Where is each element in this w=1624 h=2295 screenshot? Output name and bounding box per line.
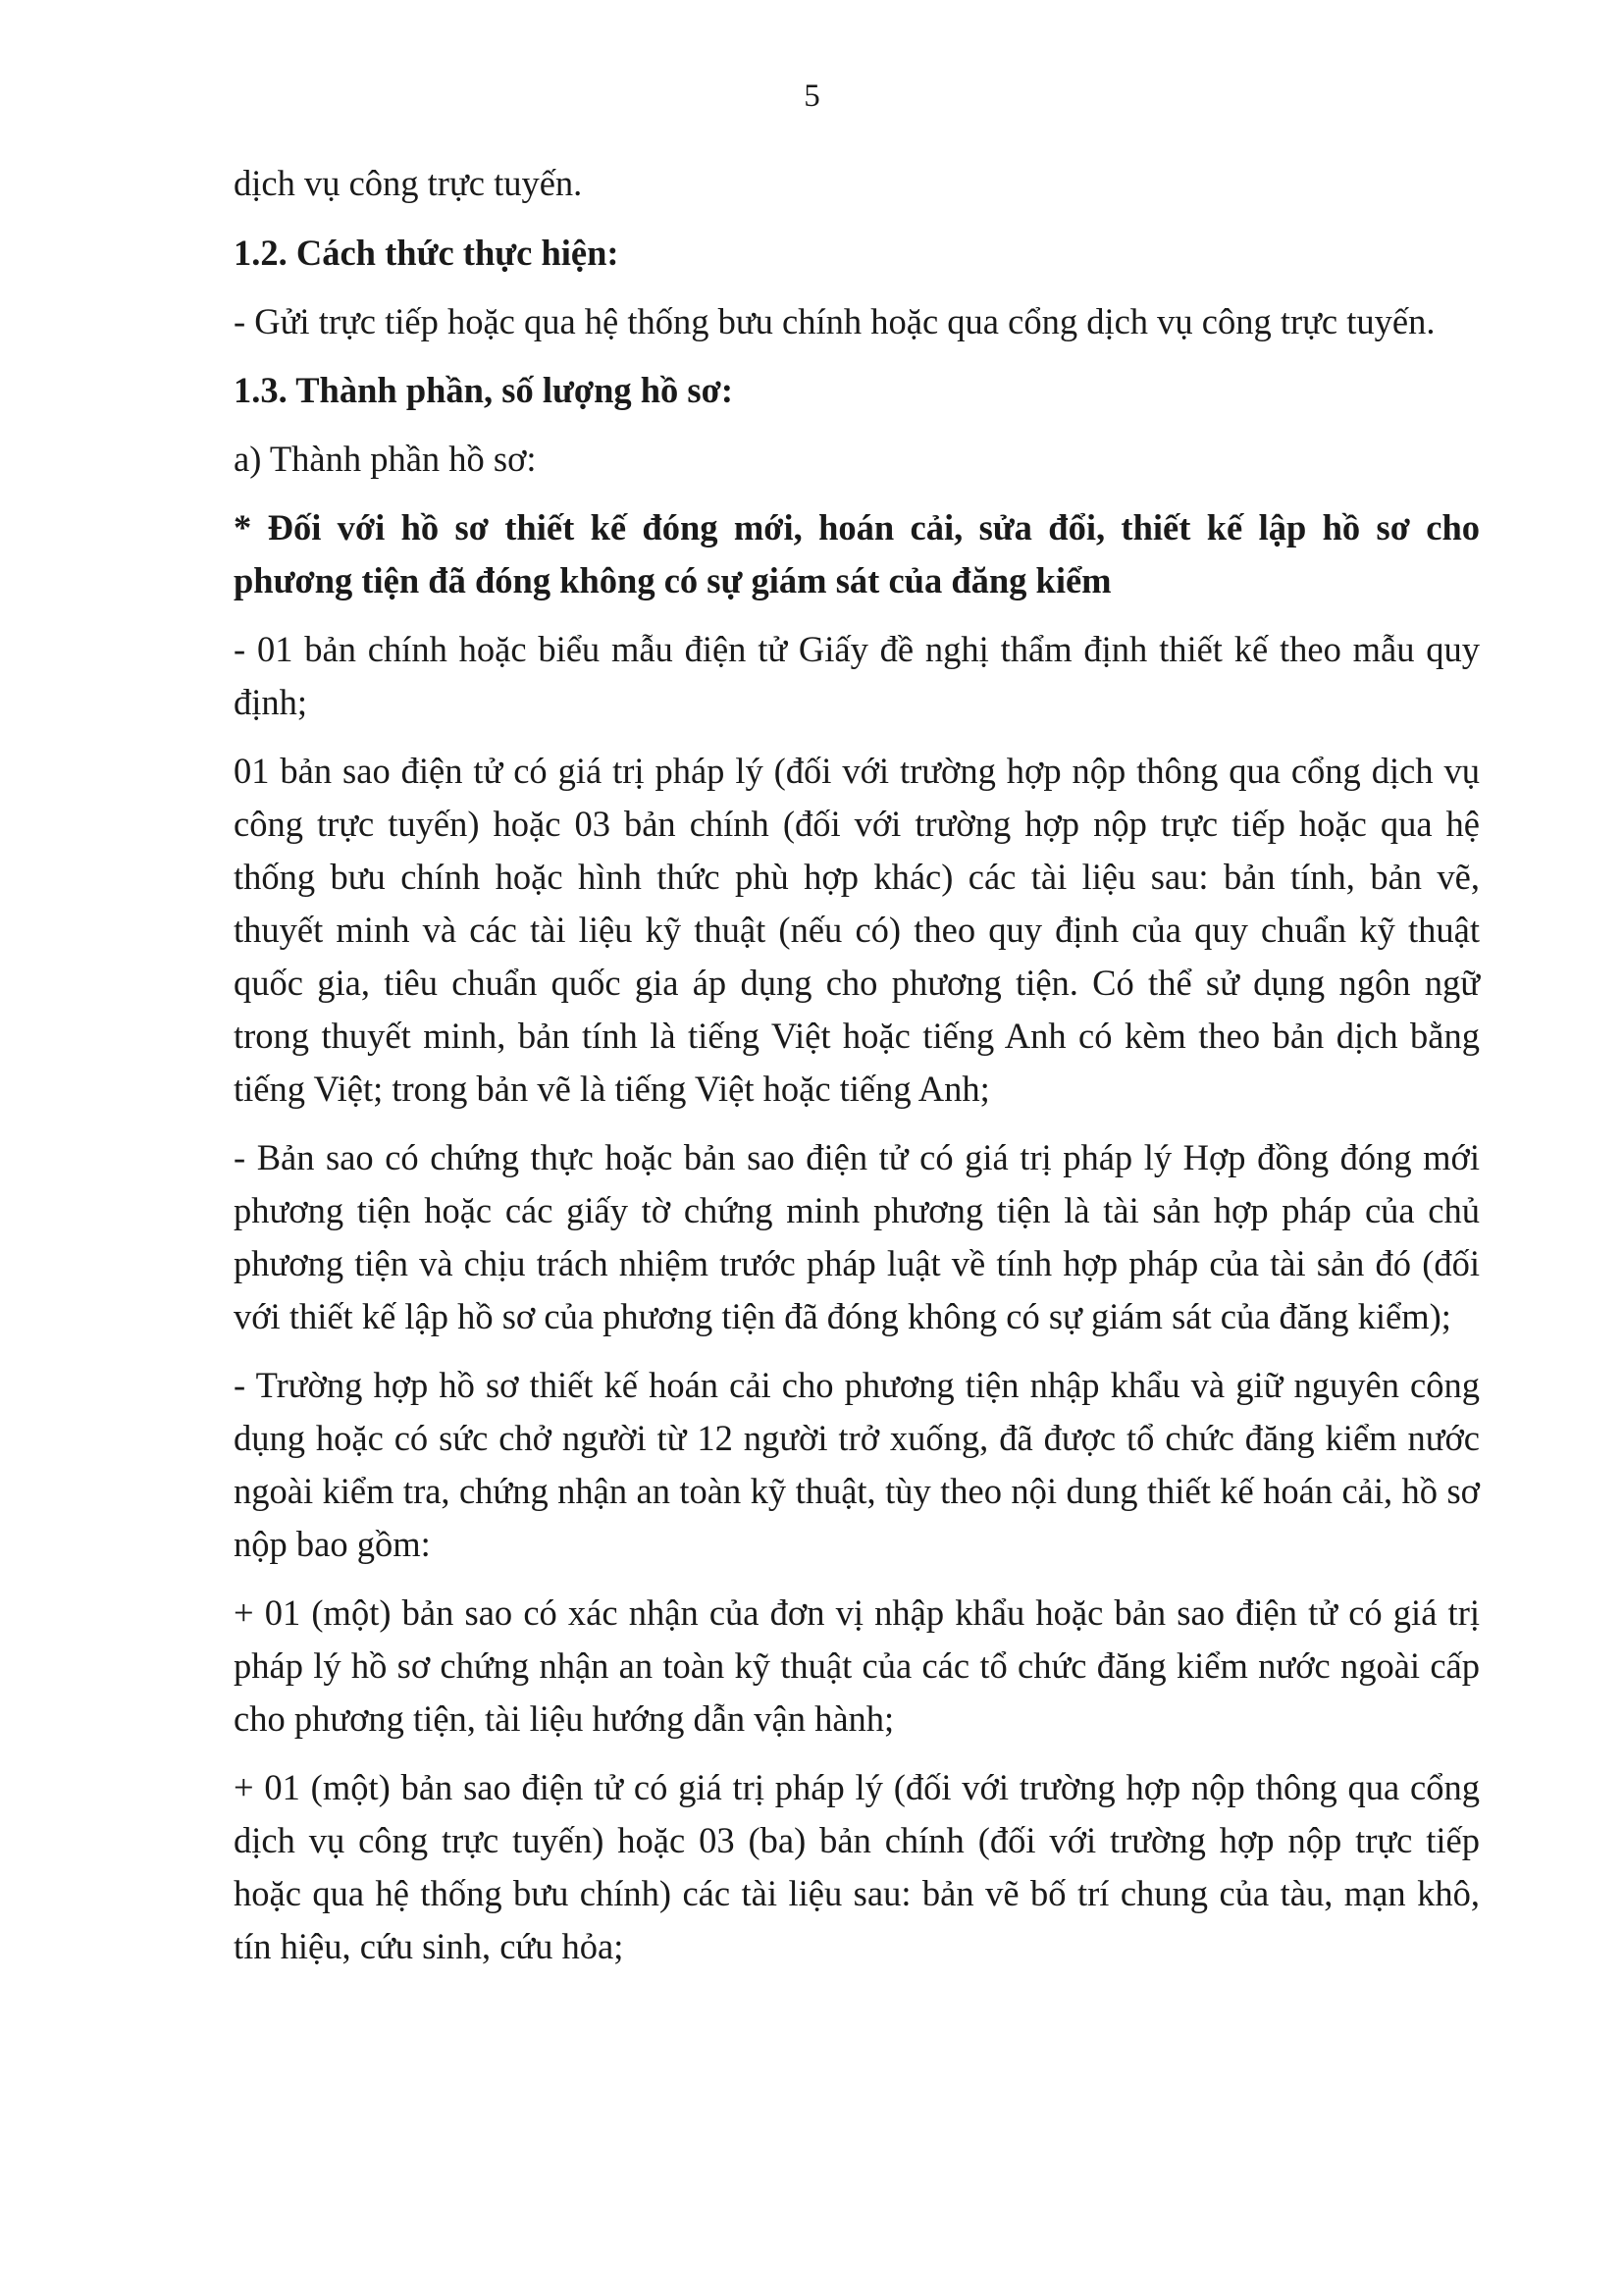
paragraph-imported-vessel: - Trường hợp hồ sơ thiết kế hoán cải cho phương tiện nhập khẩu và giữ nguyên công dụng hoặc có sức chở người từ 12 người trở xuống, đã được tổ chức đăng kiểm nước ngoài kiểm tra, chứng nhận an toàn kỹ thuật, tùy theo nội dung thiết kế hoán cải, hồ sơ nộp bao gồm:	[234, 1365, 1480, 1564]
page-number: 5	[804, 78, 820, 114]
paragraph-application-form: - 01 bản chính hoặc biểu mẫu điện tử Giấy đề nghị thẩm định thiết kế theo mẫu quy định;	[234, 629, 1480, 722]
paragraph-drawings: + 01 (một) bản sao điện tử có giá trị pháp lý (đối với trường hợp nộp thông qua cổng dịch vụ công trực tuyến) hoặc 03 (ba) bản chính (đối với trường hợp nộp trực tiếp hoặc qua hệ thống bưu chính) các tài liệu sau: bản vẽ bố trí chung của tàu, mạn khô, tín hiệu, cứu sinh, cứu hỏa;	[234, 1767, 1480, 1966]
section-heading-1-3: 1.3. Thành phần, số lượng hồ sơ:	[234, 370, 733, 410]
subheading-design-dossier: * Đối với hồ sơ thiết kế đóng mới, hoán cải, sửa đổi, thiết kế lập hồ sơ cho phương tiện đã đóng không có sự giám sát của đăng kiểm	[234, 507, 1480, 600]
section-heading-1-2: 1.2. Cách thức thực hiện:	[234, 233, 619, 273]
paragraph-dossier-components: a) Thành phần hồ sơ:	[234, 439, 537, 479]
document-body	[234, 157, 1480, 1989]
paragraph-contract-copy: - Bản sao có chứng thực hoặc bản sao điện tử có giá trị pháp lý Hợp đồng đóng mới phương tiện hoặc các giấy tờ chứng minh phương tiện là tài sản hợp pháp của chủ phương tiện và chịu trách nhiệm trước pháp luật về tính hợp pháp của tài sản đó (đối với thiết kế lập hồ sơ của phương tiện đã đóng không có sự giám sát của đăng kiểm);	[234, 1137, 1480, 1336]
paragraph-technical-documents: 01 bản sao điện tử có giá trị pháp lý (đối với trường hợp nộp thông qua cổng dịch vụ công trực tuyến) hoặc 03 bản chính (đối với trường hợp nộp trực tiếp hoặc qua hệ thống bưu chính hoặc hình thức phù hợp khác) các tài liệu sau: bản tính, bản vẽ, thuyết minh và các tài liệu kỹ thuật (nếu có) theo quy định của quy chuẩn kỹ thuật quốc gia, tiêu chuẩn quốc gia áp dụng cho phương tiện. Có thể sử dụng ngôn ngữ trong thuyết minh, bản tính là tiếng Việt hoặc tiếng Anh có kèm theo bản dịch bằng tiếng Việt; trong bản vẽ là tiếng Việt hoặc tiếng Anh;	[234, 751, 1480, 1109]
paragraph-continuation: dịch vụ công trực tuyến.	[234, 163, 583, 203]
paragraph-method: - Gửi trực tiếp hoặc qua hệ thống bưu chính hoặc qua cổng dịch vụ công trực tuyến.	[234, 301, 1436, 341]
paragraph-certificate-copy: + 01 (một) bản sao có xác nhận của đơn vị nhập khẩu hoặc bản sao điện tử có giá trị pháp lý hồ sơ chứng nhận an toàn kỹ thuật của các tổ chức đăng kiểm nước ngoài cấp cho phương tiện, tài liệu hướng dẫn vận hành;	[234, 1592, 1480, 1739]
